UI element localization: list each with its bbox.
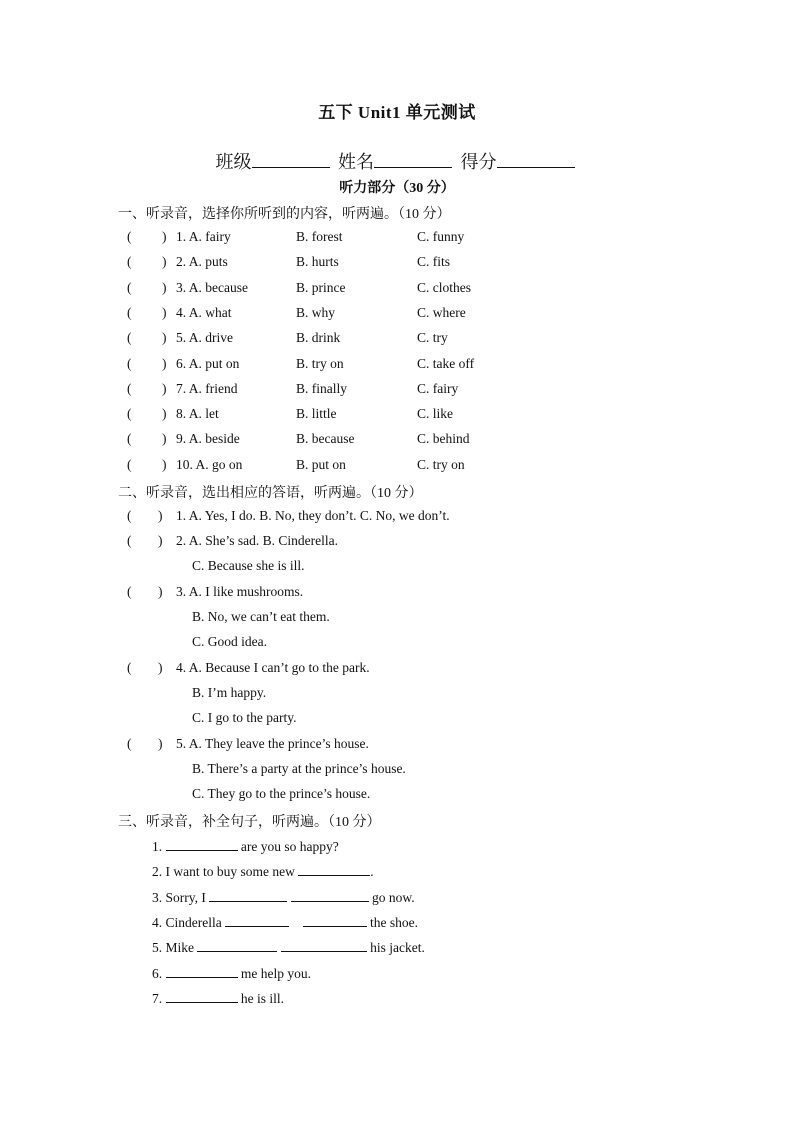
answer-paren-close: ): [162, 229, 167, 244]
s3-s6-pre: 6.: [152, 966, 166, 981]
answer-paren-close: ): [158, 508, 163, 523]
s3-sentence-1: [152, 837, 339, 855]
fill-blank[interactable]: [281, 938, 367, 952]
answer-paren-close: ): [158, 533, 163, 548]
s2-q2-option-c: C. Because she is ill.: [192, 558, 305, 573]
option-c: C. where: [417, 304, 466, 320]
option-a: 7. A. friend: [176, 380, 238, 396]
option-c: C. fairy: [417, 380, 459, 396]
s3-s1-pre: 1.: [152, 839, 166, 854]
answer-paren-close: ): [162, 456, 167, 472]
fill-blank[interactable]: [291, 888, 369, 902]
option-b: B. drink: [296, 330, 341, 346]
answer-paren-close: ): [162, 406, 167, 422]
s2-q3-text: 3. A. I like mushrooms.: [176, 584, 304, 599]
option-a: 9. A. beside: [176, 431, 240, 447]
section-subtitle: 听力部分（30 分）: [339, 181, 455, 196]
s2-q2-text: 2. A. She’s sad. B. Cinderella.: [176, 533, 338, 548]
option-a: 8. A. let: [176, 406, 219, 422]
answer-paren-close: ): [162, 431, 167, 447]
score-label: 得分: [460, 152, 497, 172]
fill-blank[interactable]: [298, 862, 370, 876]
name-blank[interactable]: [374, 149, 452, 168]
s3-s6-post: me help you.: [237, 966, 311, 981]
page-title: 五下 Unit1 单元测试: [318, 103, 476, 122]
s2-q5-option-c: C. They go to the prince’s house.: [192, 786, 371, 801]
option-a: 4. A. what: [176, 304, 232, 320]
answer-paren-close: ): [162, 330, 167, 346]
option-a: 10. A. go on: [176, 456, 243, 472]
s3-sentence-3: [152, 888, 415, 906]
answer-paren-open: (: [127, 533, 132, 548]
answer-paren-open: (: [127, 431, 132, 447]
option-b: B. finally: [296, 380, 347, 396]
section2-heading: 二、听录音，选出相应的答语，听两遍。（10 分）: [118, 486, 423, 501]
class-label: 班级: [215, 152, 252, 172]
option-b: B. why: [296, 304, 336, 320]
section3-heading: 三、听录音，补全句子，听两遍。（10 分）: [118, 815, 381, 830]
s2-q5-option-b: B. There’s a party at the prince’s house.: [192, 761, 406, 776]
option-a: 1. A. fairy: [176, 229, 231, 244]
fill-blank[interactable]: [225, 913, 289, 927]
s2-q5-text: 5. A. They leave the prince’s house.: [176, 736, 369, 751]
option-b: B. because: [296, 431, 355, 447]
answer-paren-close: ): [162, 380, 167, 396]
s3-s4-post: the shoe.: [366, 915, 418, 930]
option-c: C. funny: [417, 229, 465, 244]
option-b: B. hurts: [296, 254, 339, 270]
option-c: C. clothes: [417, 279, 471, 295]
s3-sentence-5: [152, 938, 425, 956]
answer-paren-open: (: [127, 736, 132, 751]
option-a: 3. A. because: [176, 279, 248, 295]
student-info-line: [0, 148, 794, 174]
answer-paren-open: (: [127, 456, 132, 472]
fill-blank[interactable]: [197, 938, 277, 952]
option-a: 2. A. puts: [176, 254, 228, 270]
answer-paren-open: (: [127, 584, 132, 599]
answer-paren-close: ): [162, 254, 167, 270]
answer-paren-open: (: [127, 508, 132, 523]
s2-q4-text: 4. A. Because I can’t go to the park.: [176, 660, 370, 675]
s2-q4-option-b: B. I’m happy.: [192, 685, 267, 700]
answer-paren-open: (: [127, 330, 132, 346]
answer-paren-open: (: [127, 279, 132, 295]
answer-paren-open: (: [127, 380, 132, 396]
section1-heading: 一、听录音，选择你所听到的内容，听两遍。（10 分）: [118, 207, 451, 222]
name-label: 姓名: [338, 152, 374, 172]
answer-paren-close: ): [162, 355, 167, 371]
answer-paren-open: (: [127, 229, 132, 244]
option-a: 5. A. drive: [176, 330, 233, 346]
s2-q3-option-b: B. No, we can’t eat them.: [192, 609, 330, 624]
option-a: 6. A. put on: [176, 355, 240, 371]
option-c: C. take off: [417, 355, 475, 371]
answer-paren-open: (: [127, 660, 132, 675]
score-blank[interactable]: [497, 149, 575, 168]
option-c: C. fits: [417, 254, 451, 270]
s3-s1-post: are you so happy?: [237, 839, 339, 854]
s3-s2-pre: 2. I want to buy some new: [152, 864, 299, 879]
s3-s7-post: he is ill.: [237, 991, 284, 1006]
answer-paren-close: ): [158, 584, 163, 599]
answer-paren-open: (: [127, 355, 132, 371]
option-b: B. little: [296, 406, 337, 422]
s2-q1-text: 1. A. Yes, I do. B. No, they don’t. C. No, we don’t.: [176, 508, 450, 523]
fill-blank[interactable]: [166, 837, 238, 851]
s3-s5-post: his jacket.: [366, 940, 425, 955]
s3-s7-pre: 7.: [152, 991, 166, 1006]
answer-paren-open: (: [127, 254, 132, 270]
s3-s3-pre: 3. Sorry, I: [152, 890, 210, 905]
fill-blank[interactable]: [303, 913, 367, 927]
fill-blank[interactable]: [166, 964, 238, 978]
s3-sentence-7: [152, 989, 284, 1007]
s2-q4-option-c: C. I go to the party.: [192, 710, 297, 725]
fill-blank[interactable]: [166, 989, 238, 1003]
s3-sentence-6: [152, 964, 311, 982]
class-blank[interactable]: [252, 149, 330, 168]
s3-sentence-4: [152, 913, 418, 931]
answer-paren-open: (: [127, 304, 132, 320]
answer-paren-close: ): [162, 304, 167, 320]
s3-s5-pre: 5. Mike: [152, 940, 198, 955]
option-c: C. behind: [417, 431, 470, 447]
option-b: B. try on: [296, 355, 344, 371]
s3-s4-pre: 4. Cinderella: [152, 915, 226, 930]
option-b: B. forest: [296, 229, 343, 244]
s3-s2-post: .: [370, 864, 374, 879]
s2-q3-option-c: C. Good idea.: [192, 634, 267, 649]
fill-blank[interactable]: [209, 888, 287, 902]
option-c: C. try: [417, 330, 448, 346]
answer-paren-close: ): [162, 279, 167, 295]
answer-paren-close: ): [158, 736, 163, 751]
option-c: C. like: [417, 406, 453, 422]
s3-s3-post: go now.: [368, 890, 415, 905]
answer-paren-close: ): [158, 660, 163, 675]
option-b: B. prince: [296, 279, 346, 295]
answer-paren-open: (: [127, 406, 132, 422]
option-c: C. try on: [417, 456, 465, 472]
option-b: B. put on: [296, 456, 346, 472]
s3-sentence-2: [152, 862, 374, 880]
